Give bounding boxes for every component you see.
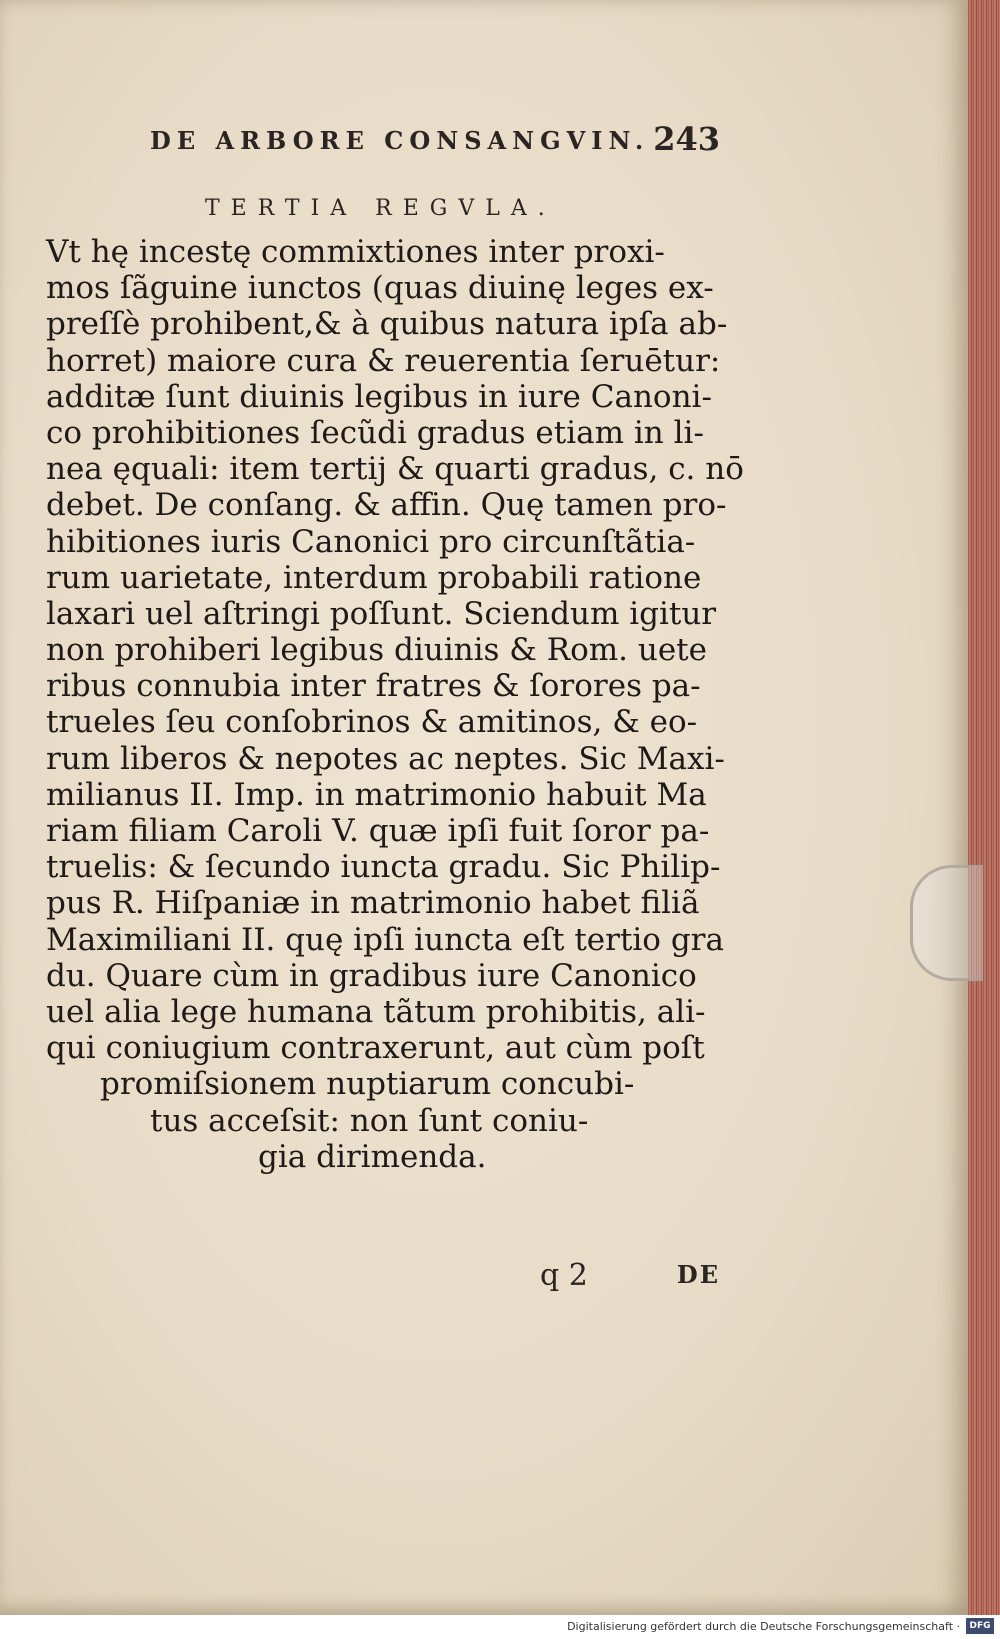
dfg-logo: DFG <box>966 1618 994 1634</box>
credit-text: Digitalisierung gefördert durch die Deutsche Forschungsgemeinschaft · <box>567 1620 960 1633</box>
text-line: debet. De conſang. & affin. Quę tamen pro- <box>46 487 727 524</box>
page-number: 243 <box>653 120 720 158</box>
page-clip <box>910 865 983 981</box>
text-line: riam filiam Caroli V. quæ ipſi fuit ſoror pa- <box>46 813 710 849</box>
text-line: tus acceſsit: non ſunt coniu- <box>150 1102 589 1139</box>
signature-mark: q 2 <box>540 1258 588 1293</box>
text-line: Vt hę incestę commixtiones inter proxi- <box>46 234 665 270</box>
text-line: mos ſãguine iunctos (quas diuinę leges ex- <box>46 270 714 307</box>
text-line: hibitiones iuris Canonici pro circunſtãtia- <box>46 523 696 560</box>
text-line: preſſè prohibent,& à quibus natura ipſa ab- <box>46 306 728 343</box>
text-line: Maximiliani II. quę ipſi iuncta eſt tertio gra <box>46 921 724 958</box>
text-line: ribus connubia inter fratres & ſorores pa- <box>46 668 701 705</box>
text-line: horret) maiore cura & reuerentia ſeruētur: <box>46 342 721 379</box>
text-line: pus R. Hiſpaniæ in matrimonio habet filiã <box>46 885 700 922</box>
text-line: rum liberos & nepotes ac neptes. Sic Maxi- <box>46 740 725 777</box>
page-footer <box>540 1258 720 1298</box>
text-line: rum uarietate, interdum probabili ratione <box>46 559 702 596</box>
page-header <box>150 118 720 158</box>
text-line: qui coniugium contraxerunt, aut cùm poſt <box>46 1030 705 1067</box>
text-line: uel alia lege humana tãtum prohibitis, ali- <box>46 993 706 1030</box>
text-line: co prohibitiones ſecũdi gradus etiam in li- <box>46 414 704 451</box>
text-line: additæ ſunt diuinis legibus in iure Canoni- <box>46 378 712 415</box>
body-text <box>46 234 744 1175</box>
text-line: trueles ſeu conſobrinos & amitinos, & eo- <box>46 704 698 741</box>
credit-bar <box>0 1615 1000 1639</box>
catchword: DE <box>676 1260 720 1289</box>
text-line: du. Quare cùm in gradibus iure Canonico <box>46 957 697 994</box>
section-title: TERTIA REGVLA. <box>205 196 556 221</box>
text-line: nea ęquali: item tertij & quarti gradus, c. nō <box>46 451 744 488</box>
text-line: non prohiberi legibus diuinis & Rom. uete <box>46 632 707 669</box>
text-line: gia dirimenda. <box>258 1138 487 1175</box>
text-line: promiſsionem nuptiarum concubi- <box>100 1066 635 1103</box>
text-line: laxari uel aſtringi poſſunt. Sciendum igitur <box>46 595 717 632</box>
page-edges <box>968 0 1000 1615</box>
text-line: truelis: & ſecundo iuncta gradu. Sic Philip- <box>46 849 721 886</box>
text-line: milianus II. Imp. in matrimonio habuit Ma <box>46 776 707 813</box>
running-head: DE ARBORE CONSANGVIN. <box>150 126 650 155</box>
